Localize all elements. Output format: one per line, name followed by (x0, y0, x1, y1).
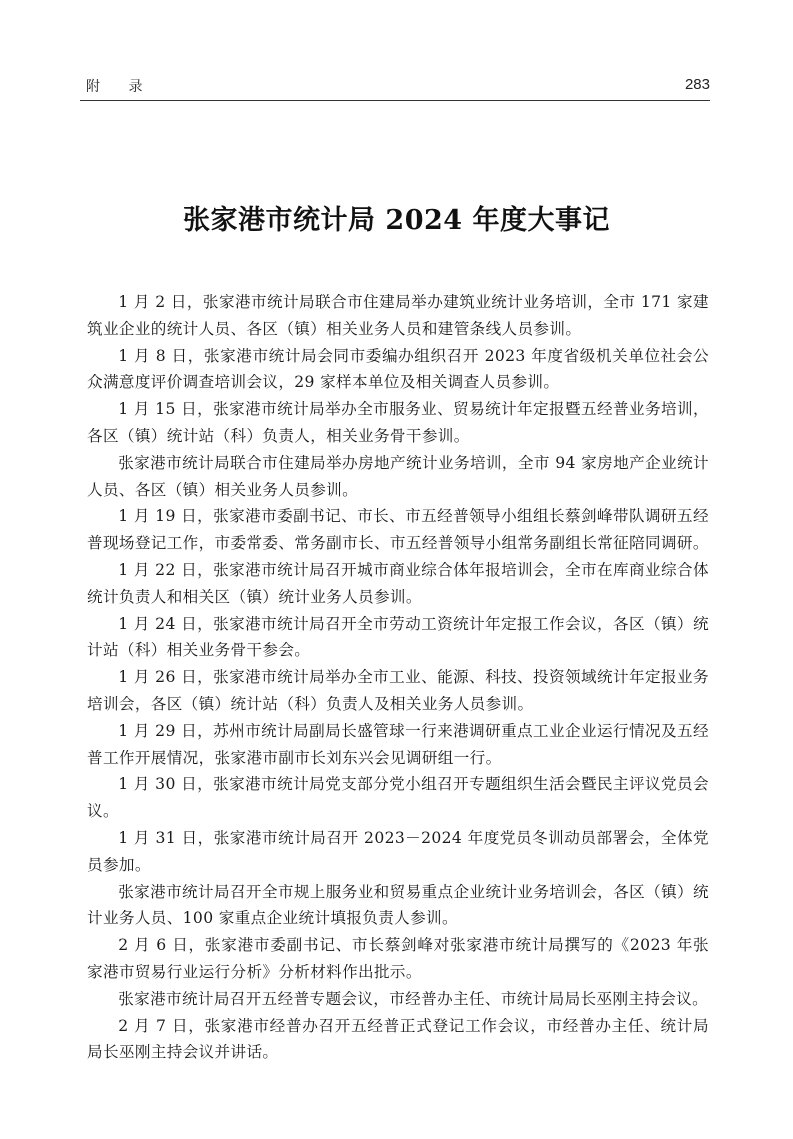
event-entry: 1 月 22 日，张家港市统计局召开城市商业综合体年报培训会，全市在库商业综合体统计负责人和相关区（镇）统计业务人员参训。 (87, 560, 709, 606)
event-entry: 1 月 30 日，张家港市统计局党支部分党小组召开专题组织生活会暨民主评议党员会议。 (87, 775, 709, 821)
section-label: 附 录 (86, 79, 155, 95)
event-entry: 2 月 7 日，张家港市经普办召开五经普正式登记工作会议，市经普办主任、统计局局长巫刚主持会议并讲话。 (87, 1016, 709, 1062)
event-entry: 1 月 29 日，苏州市统计局副局长盛管球一行来港调研重点工业企业运行情况及五经普工作开展情况，张家港市副市长刘东兴会见调研组一行。 (87, 721, 709, 767)
event-entry: 1 月 26 日，张家港市统计局举办全市工业、能源、科技、投资领域统计年定报业务培训会，各区（镇）统计站（科）负责人及相关业务人员参训。 (87, 668, 709, 713)
event-entry: 1 月 8 日，张家港市统计局会同市委编办组织召开 2023 年度省级机关单位社会公众满意度评价调查培训会议，29 家样本单位及相关调查人员参训。 (87, 346, 709, 392)
event-entry: 1 月 2 日，张家港市统计局联合市住建局举办建筑业统计业务培训，全市 171 家建筑业企业的统计人员、各区（镇）相关业务人员和建管条线人员参训。 (87, 293, 709, 338)
page-title: 张家港市统计局 2024 年度大事记 (183, 205, 610, 236)
event-entry: 1 月 15 日，张家港市统计局举办全市服务业、贸易统计年定报暨五经普业务培训，各区（镇）统计站（科）负责人，相关业务骨干参训。 (87, 400, 709, 445)
running-head (80, 76, 710, 96)
event-entry: 张家港市统计局召开五经普专题会议，市经普办主任、市统计局局长巫刚主持会议。 (118, 989, 709, 1008)
event-entry: 2 月 6 日，张家港市委副书记、市长蔡剑峰对张家港市统计局撰写的《2023 年张家港市贸易行业运行分析》分析材料作出批示。 (87, 936, 709, 981)
header-rule (80, 100, 710, 101)
event-entry: 张家港市统计局召开全市规上服务业和贸易重点企业统计业务培训会，各区（镇）统计业务人员、100 家重点企业统计填报负责人参训。 (87, 882, 709, 928)
event-entry: 1 月 31 日，张家港市统计局召开 2023－2024 年度党员冬训动员部署会，全体党员参加。 (87, 828, 709, 874)
event-entry: 1 月 19 日，张家港市委副书记、市长、市五经普领导小组组长蔡剑峰带队调研五经普现场登记工作，市委常委、常务副市长、市五经普领导小组常务副组长常征陪同调研。 (87, 507, 709, 553)
event-entry: 1 月 24 日，张家港市统计局召开全市劳动工资统计年定报工作会议，各区（镇）统计站（科）相关业务骨干参会。 (87, 614, 709, 660)
page-number: 283 (684, 76, 710, 93)
event-entry: 张家港市统计局联合市住建局举办房地产统计业务培训，全市 94 家房地产企业统计人员、各区（镇）相关业务人员参训。 (87, 453, 709, 499)
event-list (87, 289, 709, 1066)
